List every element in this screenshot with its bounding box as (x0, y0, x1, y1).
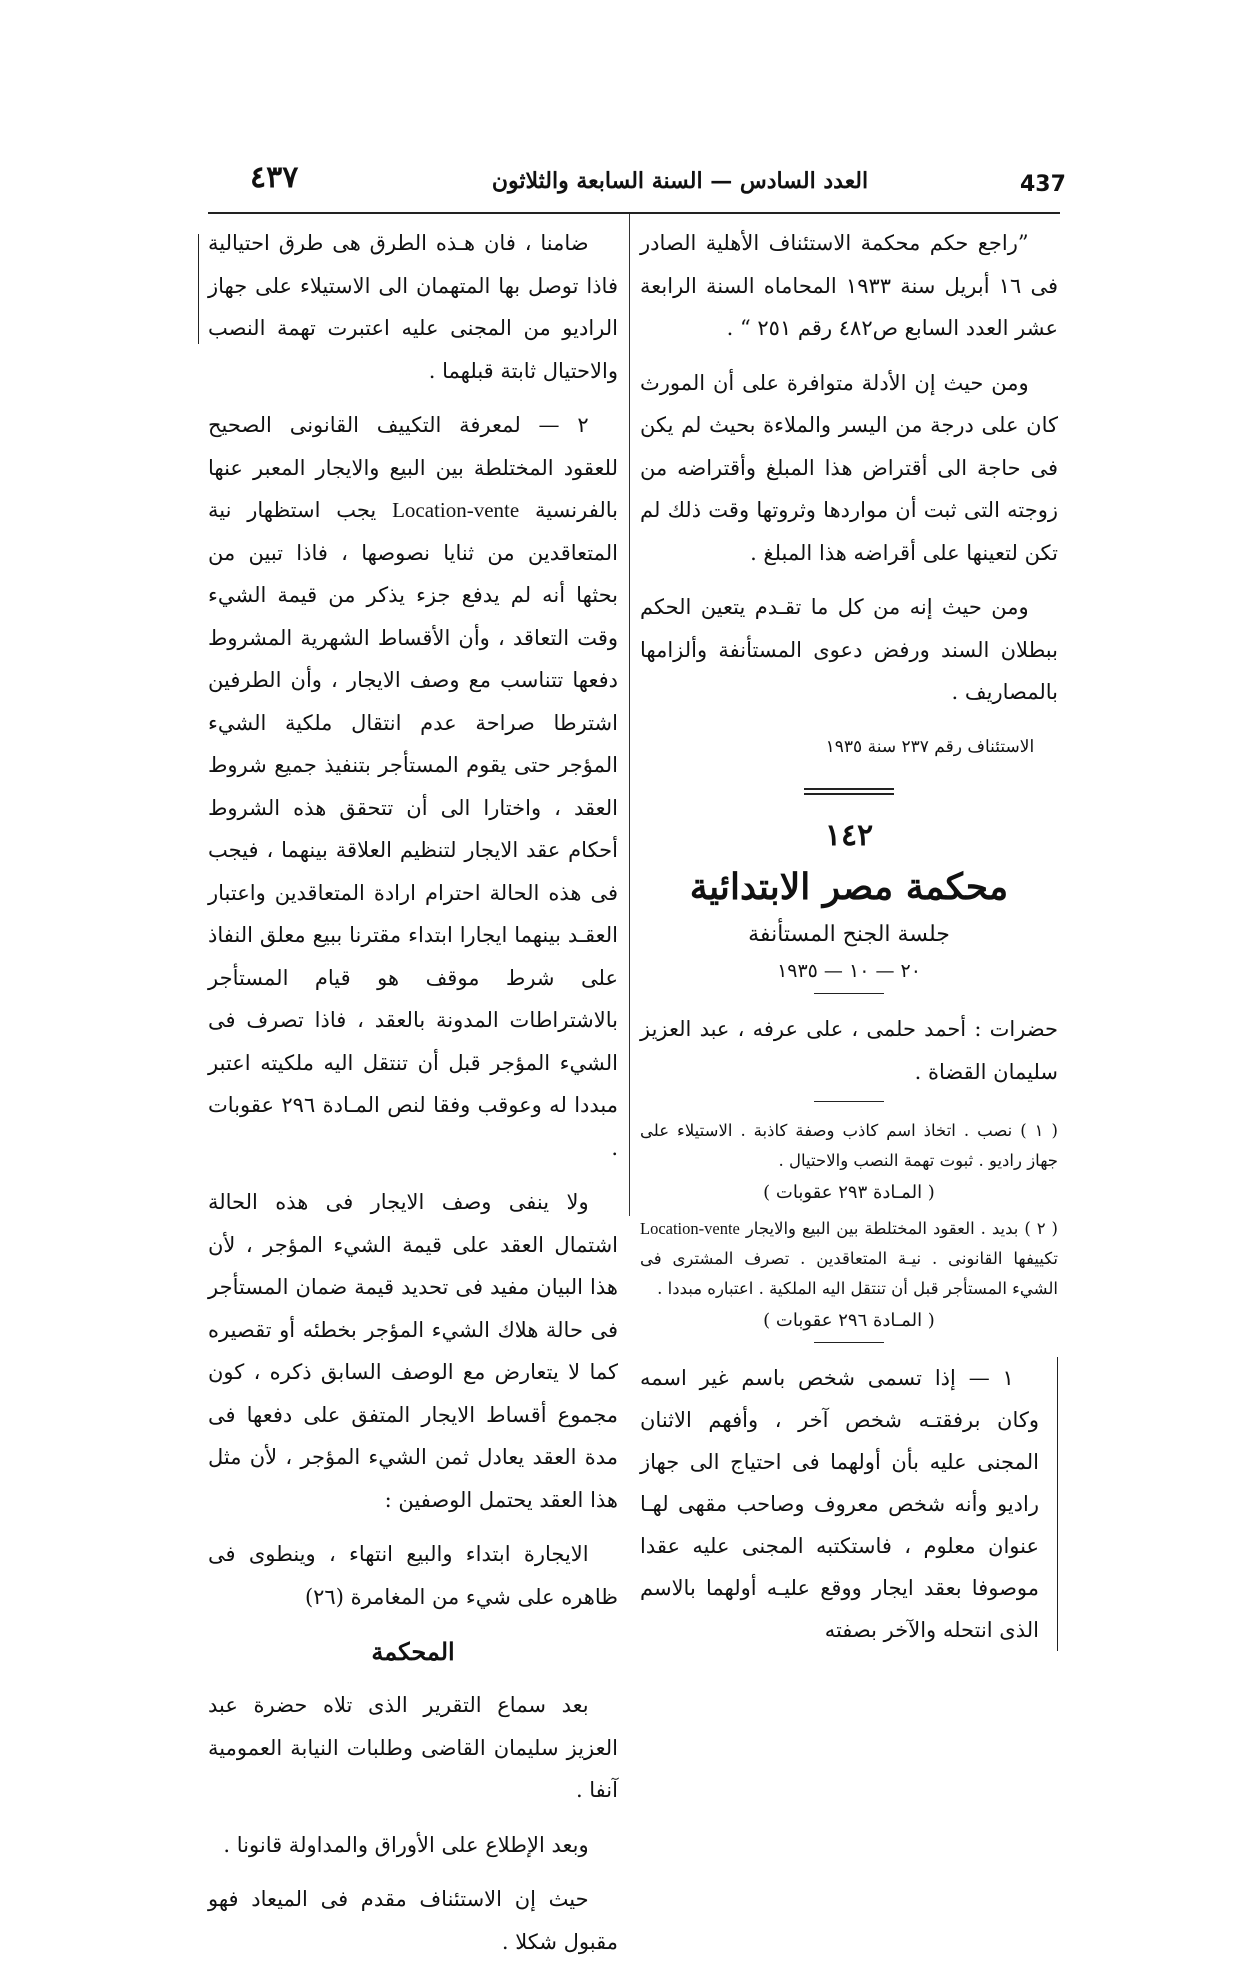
rule (814, 993, 884, 994)
paragraph: حيث إن الاستئناف مقدم فى الميعاد فهو مقبول شكلا . (208, 1887, 618, 1954)
court-name: محكمة مصر الابتدائية (689, 866, 1009, 908)
headnote (640, 1214, 1058, 1304)
section-title: المحكمة (371, 1637, 455, 1666)
left-column (208, 222, 618, 1975)
margin-bar (198, 234, 199, 344)
headnote-reference: ( المـادة ٢٩٣ عقوبات ) (763, 1182, 935, 1203)
paragraph: ومن حيث إن الأدلة متوافرة على أن المورث كان على درجة من اليسر والملاءة بحيث لم يكن فى حاجة الى أقتراض هذا المبلغ وأقتراضه من زوجته التى ثبت أن مواردها وثروتها وقت ذلك لم تكن لتعينها على أقراضه هذا المبلغ . (640, 370, 1058, 565)
header-rule (208, 212, 1060, 214)
latin-term: Location-vente (392, 498, 520, 522)
paragraph: بعد سماع التقرير الذى تلاه حضرة عبد العزيز سليمان القاضى وطلبات النيابة العمومية آنفا . (208, 1693, 618, 1802)
paragraph: ولا ينفى وصف الايجار فى هذه الحالة اشتمال العقد على قيمة الشيء المؤجر ، لأن هذا البيان مفيد فى تحديد قيمة ضمان المستأجر فى حالة هلاك الشيء المؤجر بخطئه أو تقصيره كما لا يتعارض مع الوصف السابق ذكره ، كون مجموع أقساط الايجار المتفق على دفعها فى مدة العقد يعادل ثمن الشيء المؤجر ، لأن مثل هذا العقد يحتمل الوصفين : (208, 1190, 618, 1512)
page-number-arabic: ٤٣٧ (250, 160, 299, 195)
appeal-citation: الاستئناف رقم ٢٣٧ سنة ١٩٣٥ (825, 736, 1035, 757)
quote-paragraph: ”راجع حكم محكمة الاستئناف الأهلية الصادر فى ١٦ أبريل سنة ١٩٣٣ المحاماه السنة الرابعة عشر العدد السابع ص٤٨٢ رقم ٢٥١ “ . (640, 231, 1058, 340)
session-name: جلسة الجنح المستأنفة (748, 922, 950, 947)
principle-continuation: ضامنا ، فان هـذه الطرق هى طرق احتيالية فاذا توصل بها المتهمان الى الاستيلاء على جهاز الراديو من المجنى عليه اعتبرت تهمة النصب والاحتيال ثابتة قبلهما . (208, 231, 618, 383)
session-date: ٢٠ — ١٠ — ١٩٣٥ (777, 960, 921, 982)
paragraph: الايجارة ابتداء والبيع انتهاء ، وينطوى فى ظاهره على شيء من المغامرة (٢٦) (208, 1542, 618, 1609)
principle-text: يجب استظهار نية المتعاقدين من ثنايا نصوصها ، فاذا تبين من بحثها أنه لم يدفع جزء يذكر من قيمة الشيء وقت التعاقد ، وأن الأقساط الشهرية المشروط دفعها تتناسب مع وصف الايجار ، وأن الطرفين اشترطا صراحة عدم انتقال ملكية الشيء المؤجر حتى يقوم المستأجر بتنفيذ جميع شروط العقد ، واختارا الى أن تتحقق هذه الشروط أحكام عقد الايجار لتنظيم العلاقة بينهما ، فيجب فى هذه الحالة احترام ارادة المتعاقدين واعتبار العقـد بينهما ايجارا ابتداء مقترنا ببيع معلق النفاذ على شرط موقف هو قيام المستأجر بالاشتراطات المدونة بالعقد ، فاذا تصرف فى الشيء المؤجر قبل أن تنتقل اليه ملكيته اعتبر مبددا له وعوقب وفقا لنص المـادة ٢٩٦ عقوبات . (208, 498, 618, 1160)
column-divider (629, 214, 630, 1216)
headnote-text: تكييفها القانونى . نيـة المتعاقدين . تصرف المشترى فى الشيء المستأجر قبل أن تنتقل اليه الملكية . اعتباره مبددا . (640, 1249, 1058, 1298)
presiding-judges: حضرات : أحمد حلمى ، على عرفه ، عبد العزيز سليمان القضاة . (640, 1017, 1058, 1084)
rule (814, 1342, 884, 1343)
paragraph: وبعد الإطلاع على الأوراق والمداولة قانونا . (223, 1832, 589, 1857)
latin-term: Location-vente (640, 1219, 740, 1238)
headnote-reference: ( المـادة ٢٩٦ عقوبات ) (763, 1310, 935, 1331)
paragraph: ومن حيث إنه من كل ما تقـدم يتعين الحكم ببطلان السند ورفض دعوى المستأنفة وألزامها بالمصاريف . (640, 595, 1058, 704)
headnote-text: ( ٢ ) بديد . العقود المختلطة بين البيع والايجار (745, 1219, 1058, 1238)
right-column (640, 222, 1058, 1651)
page-number-latin: 437 (1020, 172, 1066, 197)
principle-paragraph: ١ — إذا تسمى شخص باسم غير اسمه وكان برفقتـه شخص آخر ، وأفهم الاثنان المجنى عليه بأن أولهما فى احتياج الى جهاز راديو وأنه شخص معروف وصاحب مقهى لهـا عنوان معلوم ، فاستكتبه المجنى عليه عقدا موصوفا بعقد ايجار ووقع عليـه أولهما بالاسم الذى انتحله والآخر بصفته (640, 1357, 1058, 1651)
principle-paragraph (208, 404, 618, 1169)
case-number: ١٤٢ (824, 818, 874, 853)
running-header: العدد السادس — السنة السابعة والثلاثون (491, 168, 869, 194)
rule (814, 1101, 884, 1102)
double-rule (804, 788, 894, 795)
principle-text: ٢ — لمعرفة التكييف القانونى الصحيح للعقود المختلطة بين البيع والايجار المعبر عنها بالفرنسية (208, 413, 618, 522)
headnote: ( ١ ) نصب . اتخاذ اسم كاذب وصفة كاذبة . الاستيلاء على جهاز راديو . ثبوت تهمة النصب والاحتيال . (640, 1121, 1058, 1170)
